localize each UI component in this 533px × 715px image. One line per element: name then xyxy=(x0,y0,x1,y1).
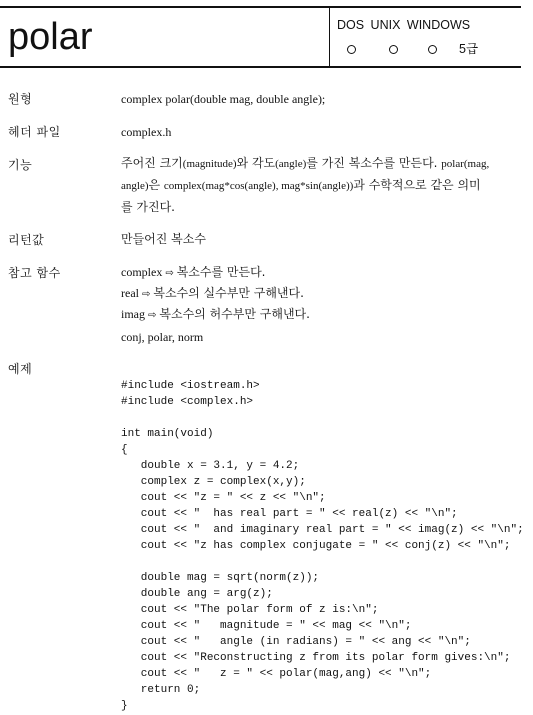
see-also-item: complex ⇨ 복소수를 만든다. xyxy=(121,265,266,279)
example-code: #include <iostream.h> #include <complex.h> int main(void) { double x = 3.1, y = 4.2; complex z = complex(x,y); cout << "z = " << z << "\n"; cout << " has real part = " << real(z) << "\n"; cout << " and imaginary real part = " << imag(z) << "\n"; cout << "z has complex conjugate = " << conj(z) << "\n"; double mag = sqrt(norm(z)); double ang = arg(z); cout << "The polar form of z is:\n"; cout << " magnitude = " << mag << "\n"; cout << " angle (in radians) = " << ang << "\n"; cout << "Reconstructing z from its polar form gives:\n"; cout << " z = " << polar(mag,ang) << "\n"; return 0; } xyxy=(121,380,524,712)
page-header xyxy=(0,6,521,68)
description-line-3: 를 가진다. xyxy=(121,200,175,214)
description-line-1: 주어진 크기(magnitude)와 각도(angle)를 가진 복소수를 만든다. polar(mag, xyxy=(121,156,490,170)
description-line-2: angle)은 complex(mag*cos(angle), mag*sin(angle))과 수학적으로 같은 의미 xyxy=(121,178,481,192)
arrow-right-icon: ⇨ xyxy=(141,289,151,300)
unix-support-circle-icon xyxy=(389,45,398,54)
see-also-extra: conj, polar, norm xyxy=(121,330,204,344)
grade-label: 5급 xyxy=(459,42,479,56)
function-title: polar xyxy=(8,16,93,58)
return-value-text: 만들어진 복소수 xyxy=(121,232,206,246)
windows-support-circle-icon xyxy=(428,45,437,54)
header-file-label: 헤더 파일 xyxy=(8,125,61,139)
arrow-right-icon: ⇨ xyxy=(148,310,157,321)
see-also-item: imag ⇨ 복소수의 허수부만 구해낸다. xyxy=(121,307,310,321)
dos-support-circle-icon xyxy=(347,45,356,54)
return-value-label: 리턴값 xyxy=(8,233,45,247)
prototype-label: 원형 xyxy=(8,92,33,106)
arrow-right-icon: ⇨ xyxy=(165,268,174,279)
example-label: 예제 xyxy=(8,362,33,376)
header-file-value: complex.h xyxy=(121,125,172,139)
function-description xyxy=(121,153,523,218)
header-divider xyxy=(329,8,330,66)
function-label: 기능 xyxy=(8,158,33,172)
see-also-item: real ⇨ 복소수의 실수부만 구해낸다. xyxy=(121,286,304,300)
platform-list: DOS UNIX WINDOWS xyxy=(337,18,471,32)
prototype-value: complex polar(double mag, double angle); xyxy=(121,92,326,106)
see-also-label: 참고 함수 xyxy=(8,266,61,280)
